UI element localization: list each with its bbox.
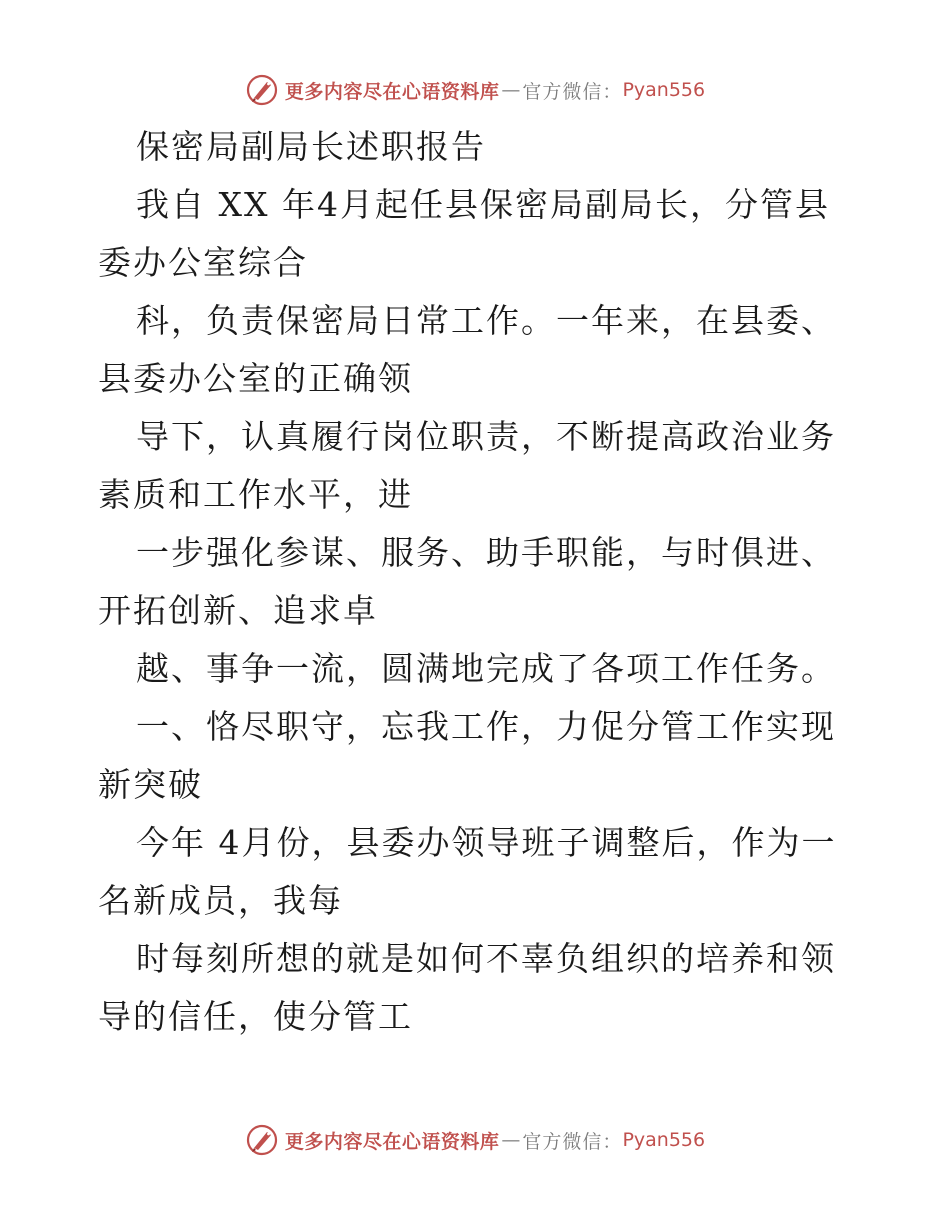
- banner-wechat-id: Pyan556: [622, 79, 706, 101]
- section-heading: 一、恪尽职守，忘我工作，力促分管工作实现新突破: [98, 707, 836, 804]
- paragraph: 越、事争一流，圆满地完成了各项工作任务。: [136, 649, 836, 688]
- document-title: 保密局副局长述职报告: [136, 127, 486, 166]
- paragraph: 时每刻所想的就是如何不辜负组织的培养和领导的信任，使分管工: [98, 939, 836, 1036]
- banner-dash: —: [501, 1129, 521, 1151]
- banner-dash: —: [501, 79, 521, 101]
- footer-watermark-banner: [0, 1120, 950, 1160]
- paragraph: 导下，认真履行岗位职责，不断提高政治业务素质和工作水平，进: [98, 417, 836, 514]
- paragraph: 我自 XX 年4月起任县保密局副局长，分管县委办公室综合: [98, 185, 830, 282]
- banner-main-text: 更多内容尽在心语资料库: [284, 80, 500, 103]
- header-watermark-banner: [0, 70, 950, 110]
- paragraph: 一步强化参谋、服务、助手职能，与时俱进、开拓创新、追求卓: [98, 533, 836, 630]
- pen-logo-icon: [245, 73, 279, 107]
- document-body: [98, 118, 858, 1046]
- banner-wechat-label: 官方微信：: [522, 80, 623, 103]
- banner-wechat-id: Pyan556: [622, 1129, 706, 1151]
- banner-wechat-label: 官方微信：: [522, 1130, 623, 1153]
- paragraph: 科，负责保密局日常工作。一年来，在县委、县委办公室的正确领: [98, 301, 836, 398]
- paragraph: 今年 4月份，县委办领导班子调整后，作为一名新成员，我每: [98, 823, 837, 920]
- pen-logo-icon: [245, 1123, 279, 1157]
- banner-main-text: 更多内容尽在心语资料库: [284, 1130, 500, 1153]
